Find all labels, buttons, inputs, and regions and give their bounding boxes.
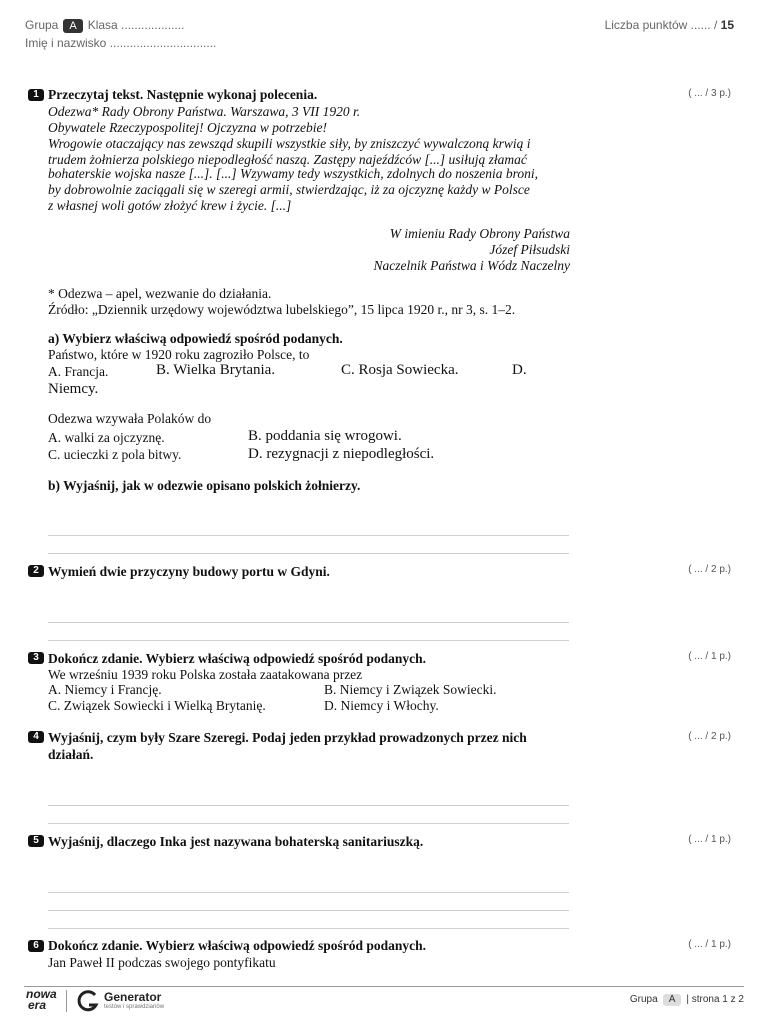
answer-line[interactable]: [48, 892, 569, 893]
question-number-4: 4: [28, 731, 44, 743]
footer-divider: [24, 986, 744, 987]
question-number-5: 5: [28, 835, 44, 847]
question-6-points: ( ... / 1 p.): [688, 939, 731, 950]
subtask-b-title: b) Wyjaśnij, jak w odezwie opisano polskich żołnierzy.: [48, 478, 361, 493]
group-class-line: Grupa A Klasa ...................: [25, 18, 185, 32]
question-6-stem: Jan Paweł II podczas swojego pontyfikatu: [48, 955, 276, 970]
question-3-points: ( ... / 1 p.): [688, 651, 731, 662]
question-1-title: Przeczytaj tekst. Następnie wykonaj polecenia.: [48, 87, 318, 102]
quote-line: Wrogowie otaczający nas zewsząd skupili wszystkie siły, by zniszczyć wywalczoną krwią i: [48, 136, 531, 151]
option: C. ucieczki z pola bitwy.: [48, 447, 182, 462]
answer-line[interactable]: [48, 622, 569, 623]
generator-logo-subtitle: testów i sprawdzianów: [104, 1004, 165, 1010]
option: A. Francja.: [48, 364, 109, 379]
generator-logo-text: Generator: [104, 990, 162, 1004]
points-total: Liczba punktów ...... / 15: [604, 18, 734, 32]
source: Źródło: „Dziennik urzędowy województwa lubelskiego”, 15 lipca 1920 r., nr 3, s. 1–2.: [48, 302, 516, 317]
quote-line: Odezwa* Rady Obrony Państwa. Warszawa, 3 VII 1920 r.: [48, 104, 361, 119]
question-4-title-cont: działań.: [48, 747, 94, 762]
logo-divider: [66, 990, 67, 1012]
question-5-title: Wyjaśnij, dlaczego Inka jest nazywana bohaterską sanitariuszką.: [48, 834, 424, 849]
footnote: * Odezwa – apel, wezwanie do działania.: [48, 286, 272, 301]
generator-logo-icon: [76, 989, 100, 1018]
option: A. walki za ojczyznę.: [48, 430, 165, 445]
quote-line: by dobrowolnie zaciągali się w szeregi armii, stwierdzając, iż za ojczyznę każdy w Polsce: [48, 182, 530, 197]
subtask-a-question-1: Państwo, które w 1920 roku zagroziło Polsce, to: [48, 347, 310, 362]
answer-line[interactable]: [48, 823, 569, 824]
question-number-6: 6: [28, 940, 44, 952]
question-4-title: Wyjaśnij, czym były Szare Szeregi. Podaj jeden przykład prowadzonych przez nich: [48, 730, 527, 745]
nowa-era-logo: nowa era: [26, 987, 57, 1012]
quote-line: z własnej woli gotów złożyć krew i życie. [...]: [48, 198, 292, 213]
question-2-title: Wymień dwie przyczyny budowy portu w Gdyni.: [48, 564, 330, 579]
answer-line[interactable]: [48, 910, 569, 911]
question-3-stem: We wrześniu 1939 roku Polska została zaatakowana przez: [48, 667, 363, 682]
option: A. Niemcy i Francję.: [48, 682, 162, 697]
answer-line[interactable]: [48, 928, 569, 929]
question-3-title: Dokończ zdanie. Wybierz właściwą odpowiedź spośród podanych.: [48, 651, 427, 666]
quote-line: trudem żołnierza polskiego niepodległość naszą. Zastępy najeźdźców [...] usiłują złamać: [48, 152, 527, 167]
option: D. rezygnacji z niepodległości.: [248, 446, 435, 462]
option: B. Niemcy i Związek Sowiecki.: [324, 682, 497, 697]
question-number-2: 2: [28, 565, 44, 577]
answer-line[interactable]: [48, 640, 569, 641]
answer-line[interactable]: [48, 535, 569, 536]
question-6-title: Dokończ zdanie. Wybierz właściwą odpowiedź spośród podanych.: [48, 938, 427, 953]
answer-line[interactable]: [48, 805, 569, 806]
question-number-1: 1: [28, 89, 44, 101]
option: B. Wielka Brytania.: [156, 362, 276, 378]
footer-group-badge: A: [663, 994, 682, 1006]
answer-line[interactable]: [48, 553, 569, 554]
question-5-points: ( ... / 1 p.): [688, 834, 731, 845]
quote-line: Obywatele Rzeczypospolitej! Ojczyzna w potrzebie!: [48, 120, 327, 135]
option: C. Związek Sowiecki i Wielką Brytanię.: [48, 698, 266, 713]
option: D.: [512, 362, 527, 378]
name-line: Imię i nazwisko ................................: [25, 36, 217, 50]
option-continued: Niemcy.: [48, 381, 99, 397]
question-4-points: ( ... / 2 p.): [688, 731, 731, 742]
option: C. Rosja Sowiecka.: [341, 362, 459, 378]
question-number-3: 3: [28, 652, 44, 664]
signature-line: W imieniu Rady Obrony Państwa: [389, 226, 570, 241]
signature-line: Naczelnik Państwa i Wódz Naczelny: [373, 258, 570, 273]
question-2-points: ( ... / 2 p.): [688, 564, 731, 575]
option: D. Niemcy i Włochy.: [324, 698, 439, 713]
option: B. poddania się wrogowi.: [248, 428, 402, 444]
signature-line: Józef Piłsudski: [489, 242, 570, 257]
footer-page-info: Grupa A | strona 1 z 2: [629, 994, 744, 1005]
subtask-a-title: a) Wybierz właściwą odpowiedź spośród podanych.: [48, 331, 343, 346]
quote-line: bohaterskie wojska nasze [...]. [...] Wzywamy tedy wszystkich, zdolnych do noszenia broni,: [48, 166, 538, 181]
question-1-points: ( ... / 3 p.): [688, 88, 731, 99]
group-badge: A: [63, 19, 82, 33]
subtask-a-question-2: Odezwa wzywała Polaków do: [48, 411, 212, 426]
